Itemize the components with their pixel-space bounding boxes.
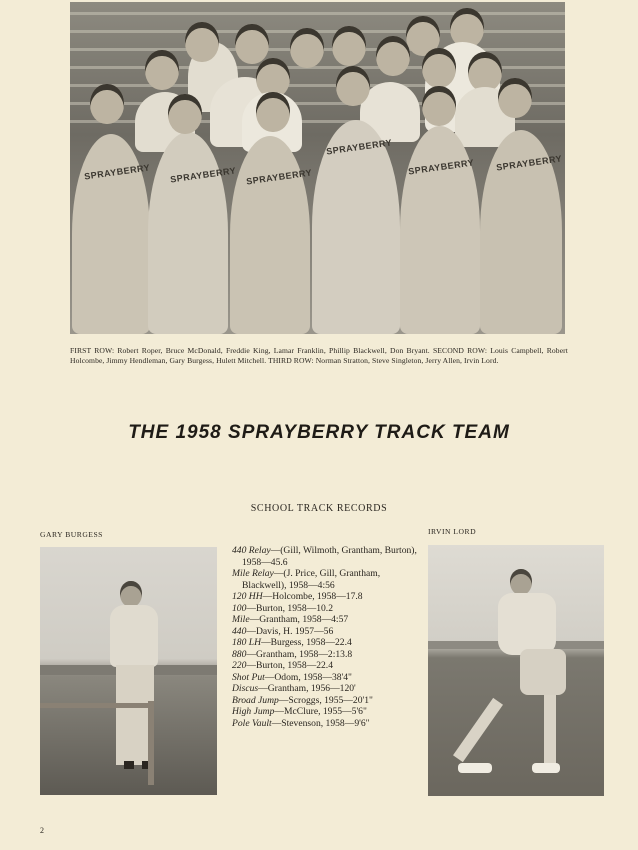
record-detail: —Burton, 1958—22.4 [246,660,334,671]
sweater-lettering: SPRAYBERRY [245,167,313,187]
team-photo-caption: FIRST ROW: Robert Roper, Bruce McDonald, Freddie King, Lamar Franklin, Phillip Blackwell, Don Bryant. SECOND ROW: Louis Campbell, Robert Holcombe, Jimmy Hendleman, Gary Burgess, Hulett Mitchell. THIRD ROW: Norman Stratton, Steve Singleton, Jerry Allen, Irvin Lord. [70,346,568,365]
record-row [232,614,422,626]
record-row [232,672,422,684]
sweater-lettering: SPRAYBERRY [169,165,237,185]
record-detail: —(J. Price, Gill, Grantham, Blackwell), 1958—4:56 [242,568,381,591]
record-event: Pole Vault [232,717,272,729]
page-number: 2 [40,826,44,835]
record-event: Discus [232,683,259,694]
record-row [232,603,422,615]
gary-burgess-label: GARY BURGESS [40,530,103,539]
record-detail: —Burton, 1958—10.2 [246,602,334,614]
record-detail: —Grantham, 1956—120' [258,683,356,694]
record-detail: —Stevenson, 1958—9'6" [271,717,370,729]
record-event: 880 [232,648,247,660]
record-detail: —Grantham, 1958—2:13.8 [246,648,353,660]
record-row [232,695,422,707]
record-detail: —McClure, 1955—5'6" [274,706,367,717]
sweater-lettering: SPRAYBERRY [495,153,563,173]
record-event: Mile [232,614,250,625]
gary-burgess-photo [40,547,217,795]
record-event: 220 [232,660,247,671]
record-event: Shot Put [232,671,265,683]
record-detail: —Holcombe, 1958—17.8 [262,591,363,602]
record-event: 440 [232,625,247,637]
irvin-lord-label: IRVIN LORD [428,527,477,536]
record-detail: —Scroggs, 1955—20'1" [278,694,373,706]
record-row [232,683,422,695]
record-row [232,545,422,568]
irvin-lord-photo [428,545,604,796]
record-row [232,706,422,718]
record-event: 120 HH [232,591,263,602]
record-detail: —Odom, 1958—38'4" [264,671,352,683]
record-event: 180 LH [232,637,262,648]
record-row [232,637,422,649]
team-photo [70,2,565,334]
record-detail: —Davis, H. 1957—56 [246,625,334,637]
record-row [232,718,422,730]
record-event: 440 Relay [232,545,271,556]
track-records-list [232,545,422,729]
record-row [232,660,422,672]
sweater-lettering: SPRAYBERRY [83,162,151,182]
record-event: High Jump [232,706,275,717]
page-title: THE 1958 SPRAYBERRY TRACK TEAM [128,422,510,443]
record-row [232,591,422,603]
record-event: Broad Jump [232,694,279,706]
record-event: 100 [232,602,247,614]
sweater-lettering: SPRAYBERRY [407,157,475,177]
record-row [232,626,422,638]
record-detail: —Grantham, 1958—4:57 [249,614,349,625]
records-heading: SCHOOL TRACK RECORDS [250,503,388,514]
record-row [232,568,422,591]
record-detail: —Burgess, 1958—22.4 [261,637,352,648]
record-event: Mile Relay [232,568,274,579]
sweater-lettering: SPRAYBERRY [325,137,393,157]
record-row [232,649,422,661]
record-detail: —(Gill, Wilmoth, Grantham, Burton), 1958—45.6 [242,545,417,568]
